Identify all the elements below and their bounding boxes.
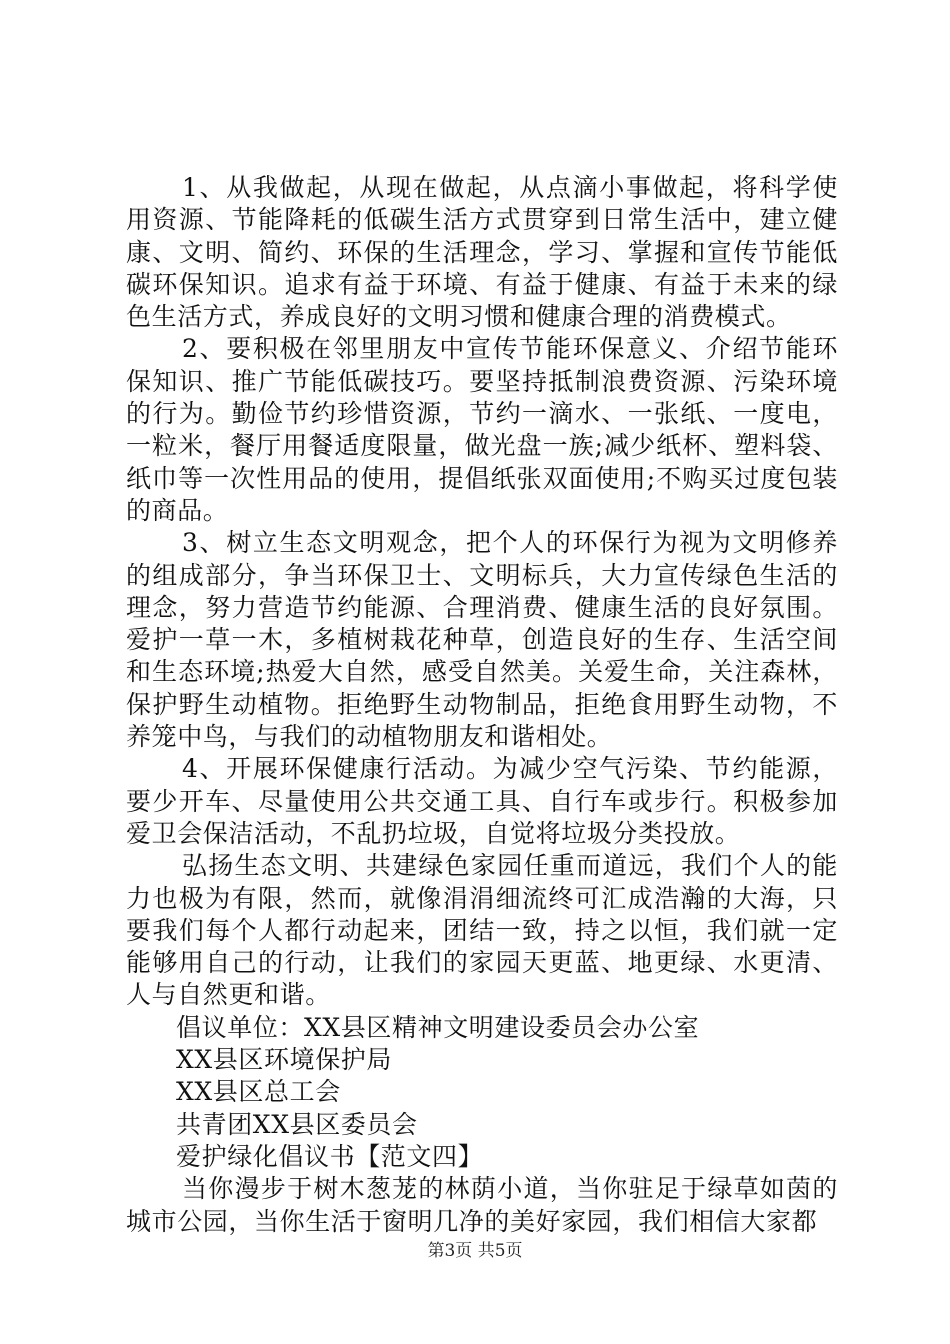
paragraph-point-4: 4、开展环保健康行活动。为减少空气污染、节约能源，要少开车、尽量使用公共交通工具、自行车或步行。积极参加爱卫会保洁活动，不乱扔垃圾，自觉将垃圾分类投放。	[126, 754, 838, 848]
paragraph-conclusion: 弘扬生态文明、共建绿色家园任重而道远，我们个人的能力也极为有限，然而，就像涓涓细流终可汇成浩瀚的大海，只要我们每个人都行动起来，团结一致，持之以恒，我们就一定能够用自己的行动，让我们的家园天更蓝、地更绿、水更清、人与自然更和谐。	[126, 851, 838, 1010]
section-title: 爱护绿化倡议书【范文四】	[176, 1141, 484, 1171]
signature-unit-4: 共青团XX县区委员会	[176, 1109, 418, 1139]
document-body	[126, 172, 838, 1238]
signature-unit-3: XX县区总工会	[176, 1077, 341, 1107]
page-number: 第3页 共5页	[427, 1241, 523, 1261]
paragraph-point-2: 2、要积极在邻里朋友中宣传节能环保意义、介绍节能环保知识、推广节能低碳技巧。要坚持抵制浪费资源、污染环境的行为。勤俭节约珍惜资源，节约一滴水、一张纸、一度电，一粒米，餐厅用餐适度限量，做光盘一族;减少纸杯、塑料袋、纸巾等一次性用品的使用，提倡纸张双面使用;不购买过度包装的商品。	[126, 334, 838, 525]
signature-unit-1: 倡议单位：XX县区精神文明建设委员会办公室	[176, 1012, 700, 1042]
section-intro-paragraph: 当你漫步于树木葱茏的林荫小道，当你驻足于绿草如茵的城市公园，当你生活于窗明几净的美好家园，我们相信大家都	[126, 1174, 838, 1236]
paragraph-point-1: 1、从我做起，从现在做起，从点滴小事做起，将科学使用资源、节能降耗的低碳生活方式贯穿到日常生活中，建立健康、文明、简约、环保的生活理念，学习、掌握和宣传节能低碳环保知识。追求有益于环境、有益于健康、有益于未来的绿色生活方式，养成良好的文明习惯和健康合理的消费模式。	[126, 173, 838, 332]
paragraph-point-3: 3、树立生态文明观念，把个人的环保行为视为文明修养的组成部分，争当环保卫士、文明标兵，大力宣传绿色生活的理念，努力营造节约能源、合理消费、健康生活的良好氛围。爱护一草一木，多植树栽花种草，创造良好的生存、生活空间和生态环境;热爱大自然，感受自然美。关爱生命，关注森林，保护野生动植物。拒绝野生动物制品，拒绝食用野生动物，不养笼中鸟，与我们的动植物朋友和谐相处。	[126, 528, 838, 752]
signature-unit-2: XX县区环境保护局	[176, 1045, 392, 1075]
